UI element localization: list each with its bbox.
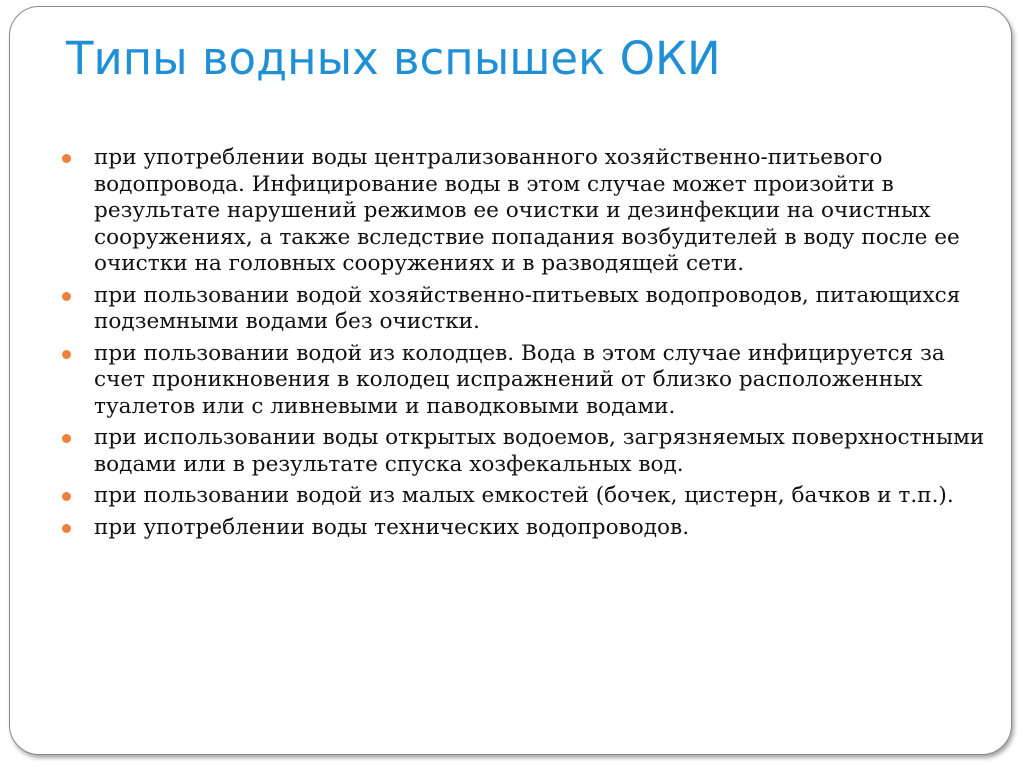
bullet-text: при пользовании водой из малых емкостей (бочек, цистерн, бачков и т.п.). [94,483,954,508]
bullet-list [60,145,990,546]
list-item [60,483,990,510]
list-item [60,515,990,542]
bullet-dot-icon [62,154,71,163]
bullet-text: при пользовании водой хозяйственно-питьевых водопроводов, питающихся подземными водами без очистки. [94,282,961,334]
bullet-dot-icon [62,292,71,301]
bullet-dot-icon [62,350,71,359]
bullet-text: при пользовании водой из колодцев. Вода в этом случае инфицируется за счет проникновения в колодец испражнений от близко расположенных туалетов или с ливневыми и паводковыми водами. [94,340,945,419]
list-item [60,341,990,421]
slide-title: Типы водных вспышек ОКИ [66,32,721,85]
bullet-dot-icon [62,524,71,533]
list-item [60,283,990,336]
list-item [60,425,990,478]
list-item [60,145,990,278]
bullet-text: при использовании воды открытых водоемов, загрязняемых поверхностными водами или в результате спуска хозфекальных вод. [94,425,985,477]
slide-frame [9,6,1012,755]
bullet-text: при употреблении воды централизованного хозяйственно-питьевого водопровода. Инфицирование воды в этом случае может произойти в результате нарушений режимов ее очистки и дезинфекции на очистных сооружениях, а также вследствие попадания возбудителей в воду после ее очистки на головных сооружениях и в разводящей сети. [94,145,960,276]
bullet-dot-icon [62,492,71,501]
bullet-dot-icon [62,434,71,443]
bullet-text: при употреблении воды технических водопроводов. [94,514,690,540]
